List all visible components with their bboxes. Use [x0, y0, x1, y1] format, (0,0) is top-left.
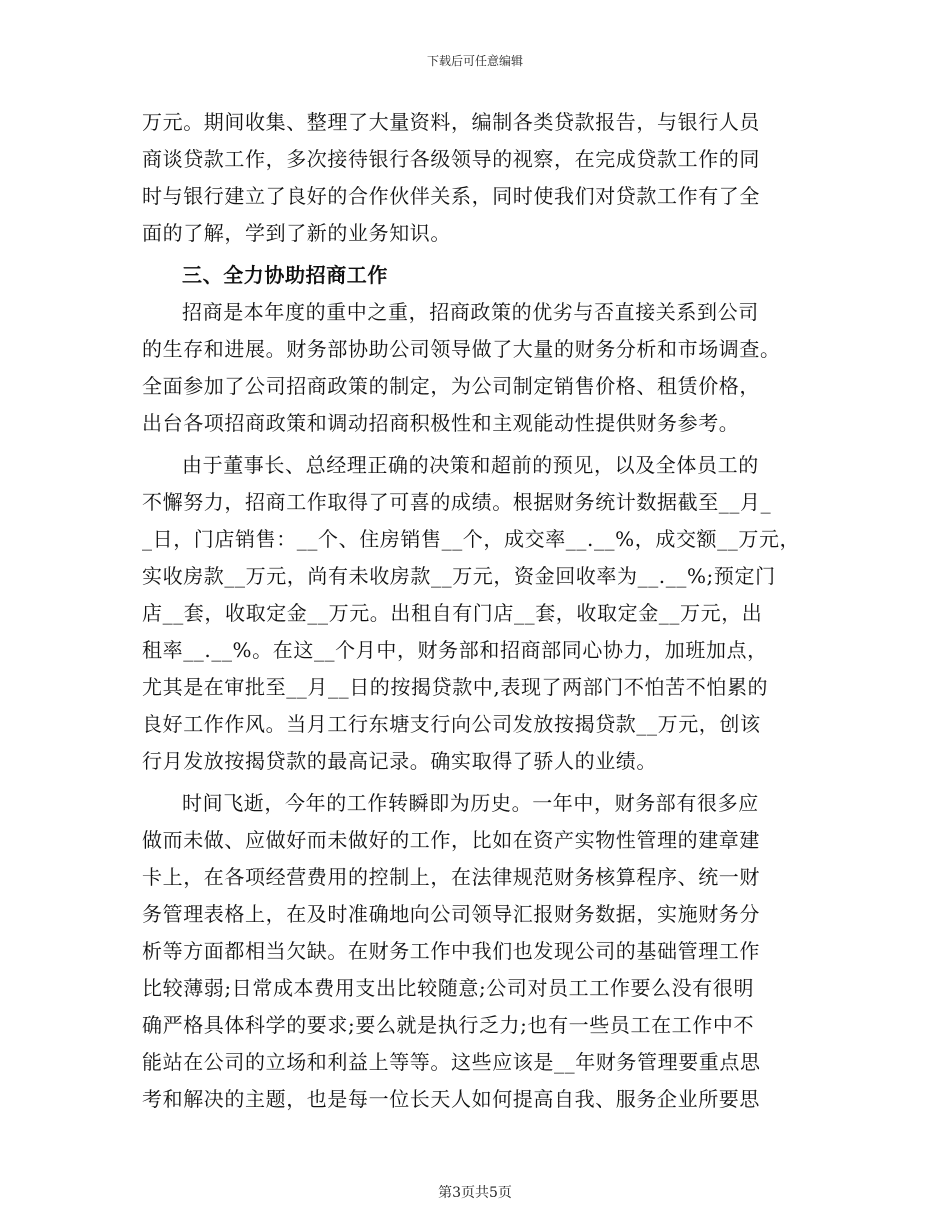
- paragraph-start-line: 招商是本年度的重中之重，招商政策的优劣与否直接关系到公司: [182, 300, 759, 324]
- page-header-note: 下载后可任意编辑: [426, 54, 523, 68]
- text-line: 时与银行建立了良好的合作伙伴关系，同时使我们对贷款工作有了全: [142, 184, 760, 208]
- section-heading: 三、全力协助招商工作: [182, 263, 388, 287]
- text-line: 卡上，在各项经营费用的控制上，在法律规范财务核算程序、统一财: [142, 865, 760, 889]
- text-line: 能站在公司的立场和利益上等等。这些应该是__年财务管理要重点思: [142, 1050, 761, 1074]
- text-line: 析等方面都相当欠缺。在财务工作中我们也发现公司的基础管理工作: [142, 939, 760, 963]
- text-line: 店__套，收取定金__万元。出租自有门店__套，收取定金__万元，出: [142, 601, 763, 625]
- document-body: [142, 104, 812, 1118]
- text-line: 确严格具体科学的要求;要么就是执行乏力;也有一些员工在工作中不: [142, 1013, 755, 1037]
- text-line: 务管理表格上，在及时准确地向公司领导汇报财务数据，实施财务分: [142, 902, 760, 926]
- paragraph-start-line: 时间飞逝，今年的工作转瞬即为历史。一年中，财务部有很多应: [182, 791, 759, 815]
- text-line: 面的了解，学到了新的业务知识。: [142, 221, 451, 245]
- text-line: 比较薄弱;日常成本费用支出比较随意;公司对员工工作要么没有很明: [142, 976, 755, 1000]
- paragraph-start-line: 由于董事长、总经理正确的决策和超前的预见，以及全体员工的: [182, 453, 759, 477]
- page-number: 第3页共5页: [438, 1185, 512, 1201]
- text-line: 行月发放按揭贷款的最高记录。确实取得了骄人的业绩。: [142, 749, 657, 773]
- text-line: 租率__.__%。在这__个月中，财务部和招商部同心协力，加班加点，: [142, 638, 768, 662]
- text-line: 全面参加了公司招商政策的制定，为公司制定销售价格、租赁价格，: [142, 374, 760, 398]
- text-line: 商谈贷款工作，多次接待银行各级领导的视察，在完成贷款工作的同: [142, 147, 760, 171]
- text-line: 的生存和进展。财务部协助公司领导做了大量的财务分析和市场调查。: [142, 337, 781, 361]
- text-line: 不懈努力，招商工作取得了可喜的成绩。根据财务统计数据截至__月_: [142, 490, 772, 514]
- text-line: 做而未做、应做好而未做好的工作，比如在资产实物性管理的建章建: [142, 828, 760, 852]
- text-line: 万元。期间收集、整理了大量资料，编制各类贷款报告，与银行人员: [142, 110, 760, 134]
- text-line: 实收房款__万元，尚有未收房款__万元，资金回收率为__.__%;预定门: [142, 564, 776, 588]
- text-line: 出台各项招商政策和调动招商积极性和主观能动性提供财务参考。: [142, 411, 740, 435]
- text-line: _日，门店销售：__个、住房销售__个，成交率__.__%，成交额__万元，: [142, 527, 801, 551]
- text-line: 考和解决的主题，也是每一位长天人如何提高自我、服务企业所要思: [142, 1087, 760, 1111]
- text-line: 良好工作作风。当月工行东塘支行向公司发放按揭贷款__万元，创该: [142, 712, 761, 736]
- text-line: 尤其是在审批至__月__日的按揭贷款中,表现了两部门不怕苦不怕累的: [142, 675, 769, 699]
